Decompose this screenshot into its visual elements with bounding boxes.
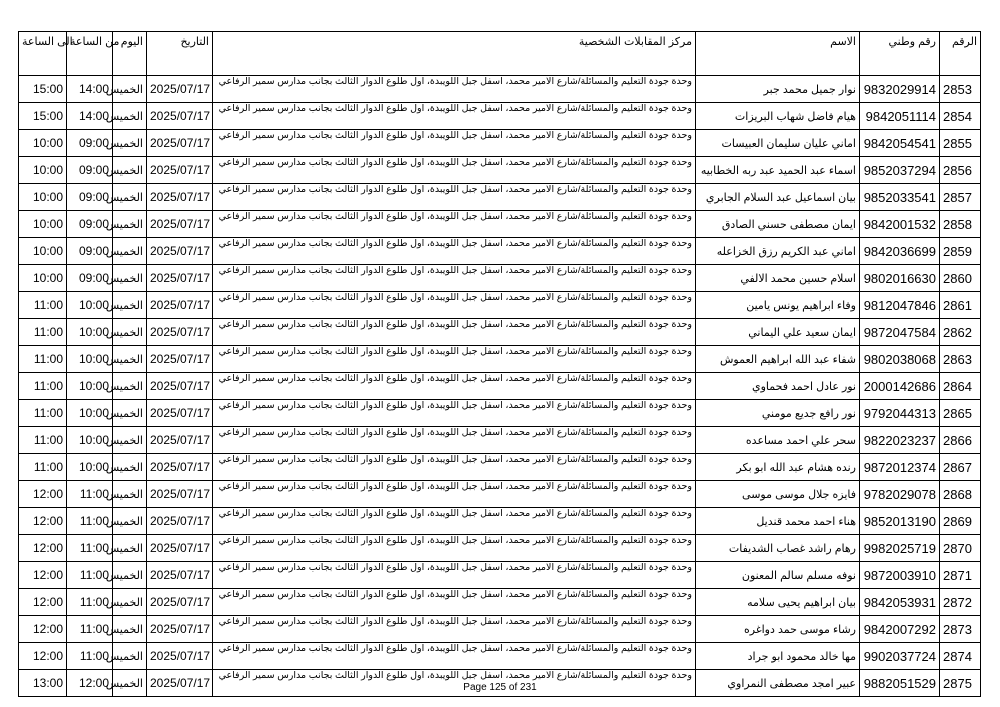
national-id-cell: 9852033541: [860, 184, 940, 211]
table-row: [19, 211, 981, 238]
day-cell: الخميس: [113, 643, 147, 670]
table-row: [19, 400, 981, 427]
table-row: [19, 373, 981, 400]
table-header-row: [19, 32, 981, 76]
national-id-cell: 9782029078: [860, 481, 940, 508]
to-hour-cell: 12:00: [19, 616, 67, 643]
national-id-cell: 9842051114: [860, 103, 940, 130]
interview-center-cell: وحدة جودة التعليم والمسائلة/شارع الامير محمد، اسفل جبل اللويبدة، اول طلوع الدوار الثالث بجانب مدارس سمير الرفاعي: [213, 616, 696, 643]
day-cell: الخميس: [113, 535, 147, 562]
name-cell: اماني عبد الكريم رزق الخزاعله: [696, 238, 860, 265]
from-hour-cell: 14:00: [67, 76, 113, 103]
to-hour-cell: 11:00: [19, 319, 67, 346]
day-cell: الخميس: [113, 481, 147, 508]
date-cell: 2025/07/17: [147, 211, 213, 238]
interview-center-cell: وحدة جودة التعليم والمسائلة/شارع الامير محمد، اسفل جبل اللويبدة، اول طلوع الدوار الثالث بجانب مدارس سمير الرفاعي: [213, 454, 696, 481]
to-hour-cell: 11:00: [19, 346, 67, 373]
to-hour-cell: 12:00: [19, 562, 67, 589]
from-hour-cell: 11:00: [67, 643, 113, 670]
to-hour-cell: 11:00: [19, 427, 67, 454]
serial-cell: 2854: [940, 103, 981, 130]
interview-center-cell: وحدة جودة التعليم والمسائلة/شارع الامير محمد، اسفل جبل اللويبدة، اول طلوع الدوار الثالث بجانب مدارس سمير الرفاعي: [213, 130, 696, 157]
national-id-cell: 9852013190: [860, 508, 940, 535]
table-row: [19, 238, 981, 265]
interview-center-cell: وحدة جودة التعليم والمسائلة/شارع الامير محمد، اسفل جبل اللويبدة، اول طلوع الدوار الثالث بجانب مدارس سمير الرفاعي: [213, 184, 696, 211]
day-cell: الخميس: [113, 562, 147, 589]
table-row: [19, 643, 981, 670]
date-cell: 2025/07/17: [147, 373, 213, 400]
date-cell: 2025/07/17: [147, 481, 213, 508]
date-cell: 2025/07/17: [147, 616, 213, 643]
name-cell: وفاء ابراهيم يونس يامين: [696, 292, 860, 319]
date-cell: 2025/07/17: [147, 427, 213, 454]
header-serial: الرقم: [940, 32, 981, 76]
name-cell: هناء احمد محمد قنديل: [696, 508, 860, 535]
day-cell: الخميس: [113, 373, 147, 400]
from-hour-cell: 09:00: [67, 157, 113, 184]
to-hour-cell: 11:00: [19, 400, 67, 427]
day-cell: الخميس: [113, 76, 147, 103]
day-cell: الخميس: [113, 211, 147, 238]
national-id-cell: 9802038068: [860, 346, 940, 373]
day-cell: الخميس: [113, 427, 147, 454]
from-hour-cell: 09:00: [67, 130, 113, 157]
header-from-hour: من الساعة: [67, 32, 113, 76]
date-cell: 2025/07/17: [147, 238, 213, 265]
serial-cell: 2859: [940, 238, 981, 265]
from-hour-cell: 11:00: [67, 535, 113, 562]
date-cell: 2025/07/17: [147, 562, 213, 589]
serial-cell: 2857: [940, 184, 981, 211]
table-row: [19, 427, 981, 454]
day-cell: الخميس: [113, 400, 147, 427]
date-cell: 2025/07/17: [147, 400, 213, 427]
serial-cell: 2875: [940, 670, 981, 697]
name-cell: اسلام حسين محمد الالفي: [696, 265, 860, 292]
header-interview-center: مركز المقابلات الشخصية: [213, 32, 696, 76]
national-id-cell: 9902037724: [860, 643, 940, 670]
to-hour-cell: 15:00: [19, 103, 67, 130]
date-cell: 2025/07/17: [147, 589, 213, 616]
from-hour-cell: 09:00: [67, 211, 113, 238]
serial-cell: 2860: [940, 265, 981, 292]
date-cell: 2025/07/17: [147, 319, 213, 346]
serial-cell: 2864: [940, 373, 981, 400]
serial-cell: 2858: [940, 211, 981, 238]
table-row: [19, 589, 981, 616]
national-id-cell: 9802016630: [860, 265, 940, 292]
from-hour-cell: 11:00: [67, 562, 113, 589]
to-hour-cell: 10:00: [19, 211, 67, 238]
from-hour-cell: 09:00: [67, 265, 113, 292]
day-cell: الخميس: [113, 265, 147, 292]
table-row: [19, 319, 981, 346]
table-row: [19, 76, 981, 103]
to-hour-cell: 12:00: [19, 643, 67, 670]
interview-center-cell: وحدة جودة التعليم والمسائلة/شارع الامير محمد، اسفل جبل اللويبدة، اول طلوع الدوار الثالث بجانب مدارس سمير الرفاعي: [213, 643, 696, 670]
interview-center-cell: وحدة جودة التعليم والمسائلة/شارع الامير محمد، اسفل جبل اللويبدة، اول طلوع الدوار الثالث بجانب مدارس سمير الرفاعي: [213, 508, 696, 535]
day-cell: الخميس: [113, 292, 147, 319]
from-hour-cell: 11:00: [67, 481, 113, 508]
national-id-cell: 9812047846: [860, 292, 940, 319]
name-cell: عبير امجد مصطفى النمراوي: [696, 670, 860, 697]
day-cell: الخميس: [113, 319, 147, 346]
table-row: [19, 562, 981, 589]
serial-cell: 2866: [940, 427, 981, 454]
table-row: [19, 103, 981, 130]
name-cell: نور عادل احمد فحماوي: [696, 373, 860, 400]
header-day: اليوم: [113, 32, 147, 76]
from-hour-cell: 09:00: [67, 184, 113, 211]
to-hour-cell: 11:00: [19, 373, 67, 400]
name-cell: بيان ابراهيم يحيى سلامه: [696, 589, 860, 616]
national-id-cell: 9842001532: [860, 211, 940, 238]
name-cell: رهام راشد غصاب الشديفات: [696, 535, 860, 562]
to-hour-cell: 10:00: [19, 157, 67, 184]
name-cell: فايزه جلال موسى موسى: [696, 481, 860, 508]
interview-center-cell: وحدة جودة التعليم والمسائلة/شارع الامير محمد، اسفل جبل اللويبدة، اول طلوع الدوار الثالث بجانب مدارس سمير الرفاعي: [213, 481, 696, 508]
name-cell: مها خالد محمود ابو جراد: [696, 643, 860, 670]
from-hour-cell: 10:00: [67, 400, 113, 427]
serial-cell: 2855: [940, 130, 981, 157]
serial-cell: 2871: [940, 562, 981, 589]
serial-cell: 2873: [940, 616, 981, 643]
national-id-cell: 9872003910: [860, 562, 940, 589]
serial-cell: 2868: [940, 481, 981, 508]
table-row: [19, 292, 981, 319]
day-cell: الخميس: [113, 454, 147, 481]
from-hour-cell: 10:00: [67, 373, 113, 400]
name-cell: نوار جميل محمد جبر: [696, 76, 860, 103]
table-row: [19, 130, 981, 157]
from-hour-cell: 12:00: [67, 670, 113, 697]
interview-center-cell: وحدة جودة التعليم والمسائلة/شارع الامير محمد، اسفل جبل اللويبدة، اول طلوع الدوار الثالث بجانب مدارس سمير الرفاعي: [213, 562, 696, 589]
national-id-cell: 2000142686: [860, 373, 940, 400]
name-cell: ايمان سعيد علي اليماني: [696, 319, 860, 346]
table-row: [19, 184, 981, 211]
from-hour-cell: 11:00: [67, 616, 113, 643]
header-date: التاريخ: [147, 32, 213, 76]
from-hour-cell: 10:00: [67, 454, 113, 481]
national-id-cell: 9882051529: [860, 670, 940, 697]
from-hour-cell: 10:00: [67, 292, 113, 319]
interview-center-cell: وحدة جودة التعليم والمسائلة/شارع الامير محمد، اسفل جبل اللويبدة، اول طلوع الدوار الثالث بجانب مدارس سمير الرفاعي: [213, 400, 696, 427]
from-hour-cell: 14:00: [67, 103, 113, 130]
date-cell: 2025/07/17: [147, 157, 213, 184]
to-hour-cell: 12:00: [19, 535, 67, 562]
interview-center-cell: وحدة جودة التعليم والمسائلة/شارع الامير محمد، اسفل جبل اللويبدة، اول طلوع الدوار الثالث بجانب مدارس سمير الرفاعي: [213, 319, 696, 346]
name-cell: نور رافع جديع مومني: [696, 400, 860, 427]
interview-center-cell: وحدة جودة التعليم والمسائلة/شارع الامير محمد، اسفل جبل اللويبدة، اول طلوع الدوار الثالث بجانب مدارس سمير الرفاعي: [213, 238, 696, 265]
date-cell: 2025/07/17: [147, 265, 213, 292]
table-body: [19, 76, 981, 697]
table-row: [19, 616, 981, 643]
national-id-cell: 9872012374: [860, 454, 940, 481]
national-id-cell: 9842053931: [860, 589, 940, 616]
table-row: [19, 508, 981, 535]
table-row: [19, 535, 981, 562]
to-hour-cell: 10:00: [19, 265, 67, 292]
national-id-cell: 9842036699: [860, 238, 940, 265]
interview-center-cell: وحدة جودة التعليم والمسائلة/شارع الامير محمد، اسفل جبل اللويبدة، اول طلوع الدوار الثالث بجانب مدارس سمير الرفاعي: [213, 103, 696, 130]
to-hour-cell: 10:00: [19, 130, 67, 157]
from-hour-cell: 09:00: [67, 238, 113, 265]
day-cell: الخميس: [113, 238, 147, 265]
serial-cell: 2861: [940, 292, 981, 319]
interview-center-cell: وحدة جودة التعليم والمسائلة/شارع الامير محمد، اسفل جبل اللويبدة، اول طلوع الدوار الثالث بجانب مدارس سمير الرفاعي: [213, 157, 696, 184]
interview-center-cell: وحدة جودة التعليم والمسائلة/شارع الامير محمد، اسفل جبل اللويبدة، اول طلوع الدوار الثالث بجانب مدارس سمير الرفاعي: [213, 670, 696, 697]
serial-cell: 2870: [940, 535, 981, 562]
day-cell: الخميس: [113, 616, 147, 643]
interview-center-cell: وحدة جودة التعليم والمسائلة/شارع الامير محمد، اسفل جبل اللويبدة، اول طلوع الدوار الثالث بجانب مدارس سمير الرفاعي: [213, 535, 696, 562]
name-cell: اماني عليان سليمان العبيسات: [696, 130, 860, 157]
national-id-cell: 9852037294: [860, 157, 940, 184]
from-hour-cell: 10:00: [67, 319, 113, 346]
serial-cell: 2862: [940, 319, 981, 346]
interview-center-cell: وحدة جودة التعليم والمسائلة/شارع الامير محمد، اسفل جبل اللويبدة، اول طلوع الدوار الثالث بجانب مدارس سمير الرفاعي: [213, 211, 696, 238]
table-row: [19, 157, 981, 184]
name-cell: سحر علي احمد مساعده: [696, 427, 860, 454]
national-id-cell: 9982025719: [860, 535, 940, 562]
serial-cell: 2853: [940, 76, 981, 103]
to-hour-cell: 11:00: [19, 454, 67, 481]
header-name: الاسم: [696, 32, 860, 76]
date-cell: 2025/07/17: [147, 508, 213, 535]
to-hour-cell: 13:00: [19, 670, 67, 697]
serial-cell: 2863: [940, 346, 981, 373]
interview-center-cell: وحدة جودة التعليم والمسائلة/شارع الامير محمد، اسفل جبل اللويبدة، اول طلوع الدوار الثالث بجانب مدارس سمير الرفاعي: [213, 373, 696, 400]
national-id-cell: 9842054541: [860, 130, 940, 157]
to-hour-cell: 10:00: [19, 238, 67, 265]
serial-cell: 2872: [940, 589, 981, 616]
day-cell: الخميس: [113, 103, 147, 130]
name-cell: ايمان مصطفى حسني الصادق: [696, 211, 860, 238]
to-hour-cell: 12:00: [19, 481, 67, 508]
day-cell: الخميس: [113, 670, 147, 697]
name-cell: رشاء موسى حمد دواغره: [696, 616, 860, 643]
date-cell: 2025/07/17: [147, 103, 213, 130]
name-cell: بيان اسماعيل عبد السلام الجابري: [696, 184, 860, 211]
table-row: [19, 346, 981, 373]
serial-cell: 2867: [940, 454, 981, 481]
from-hour-cell: 10:00: [67, 427, 113, 454]
from-hour-cell: 10:00: [67, 346, 113, 373]
national-id-cell: 9842007292: [860, 616, 940, 643]
to-hour-cell: 12:00: [19, 508, 67, 535]
serial-cell: 2874: [940, 643, 981, 670]
serial-cell: 2869: [940, 508, 981, 535]
date-cell: 2025/07/17: [147, 292, 213, 319]
table-row: [19, 481, 981, 508]
day-cell: الخميس: [113, 346, 147, 373]
interview-center-cell: وحدة جودة التعليم والمسائلة/شارع الامير محمد، اسفل جبل اللويبدة، اول طلوع الدوار الثالث بجانب مدارس سمير الرفاعي: [213, 427, 696, 454]
from-hour-cell: 11:00: [67, 508, 113, 535]
to-hour-cell: 11:00: [19, 292, 67, 319]
national-id-cell: 9822023237: [860, 427, 940, 454]
date-cell: 2025/07/17: [147, 670, 213, 697]
interview-center-cell: وحدة جودة التعليم والمسائلة/شارع الامير محمد، اسفل جبل اللويبدة، اول طلوع الدوار الثالث بجانب مدارس سمير الرفاعي: [213, 292, 696, 319]
interview-center-cell: وحدة جودة التعليم والمسائلة/شارع الامير محمد، اسفل جبل اللويبدة، اول طلوع الدوار الثالث بجانب مدارس سمير الرفاعي: [213, 346, 696, 373]
name-cell: رنده هشام عبد الله ابو بكر: [696, 454, 860, 481]
serial-cell: 2865: [940, 400, 981, 427]
date-cell: 2025/07/17: [147, 184, 213, 211]
date-cell: 2025/07/17: [147, 76, 213, 103]
name-cell: نوفه مسلم سالم المعنون: [696, 562, 860, 589]
interview-schedule-table: [18, 31, 981, 697]
day-cell: الخميس: [113, 508, 147, 535]
day-cell: الخميس: [113, 157, 147, 184]
national-id-cell: 9832029914: [860, 76, 940, 103]
name-cell: هيام فاضل شهاب البريزات: [696, 103, 860, 130]
day-cell: الخميس: [113, 184, 147, 211]
interview-center-cell: وحدة جودة التعليم والمسائلة/شارع الامير محمد، اسفل جبل اللويبدة، اول طلوع الدوار الثالث بجانب مدارس سمير الرفاعي: [213, 589, 696, 616]
to-hour-cell: 12:00: [19, 589, 67, 616]
name-cell: اسماء عبد الحميد عبد ربه الخطابيه: [696, 157, 860, 184]
serial-cell: 2856: [940, 157, 981, 184]
day-cell: الخميس: [113, 589, 147, 616]
table-row: [19, 454, 981, 481]
header-national-id: رقم وطني: [860, 32, 940, 76]
page-footer: Page 125 of 231: [463, 682, 537, 693]
table-row: [19, 265, 981, 292]
name-cell: شفاء عبد الله ابراهيم العموش: [696, 346, 860, 373]
day-cell: الخميس: [113, 130, 147, 157]
interview-center-cell: وحدة جودة التعليم والمسائلة/شارع الامير محمد، اسفل جبل اللويبدة، اول طلوع الدوار الثالث بجانب مدارس سمير الرفاعي: [213, 265, 696, 292]
national-id-cell: 9872047584: [860, 319, 940, 346]
national-id-cell: 9792044313: [860, 400, 940, 427]
date-cell: 2025/07/17: [147, 535, 213, 562]
to-hour-cell: 10:00: [19, 184, 67, 211]
date-cell: 2025/07/17: [147, 643, 213, 670]
from-hour-cell: 11:00: [67, 589, 113, 616]
interview-center-cell: وحدة جودة التعليم والمسائلة/شارع الامير محمد، اسفل جبل اللويبدة، اول طلوع الدوار الثالث بجانب مدارس سمير الرفاعي: [213, 76, 696, 103]
to-hour-cell: 15:00: [19, 76, 67, 103]
header-to-hour: الى الساعة: [19, 32, 67, 76]
date-cell: 2025/07/17: [147, 346, 213, 373]
date-cell: 2025/07/17: [147, 454, 213, 481]
date-cell: 2025/07/17: [147, 130, 213, 157]
